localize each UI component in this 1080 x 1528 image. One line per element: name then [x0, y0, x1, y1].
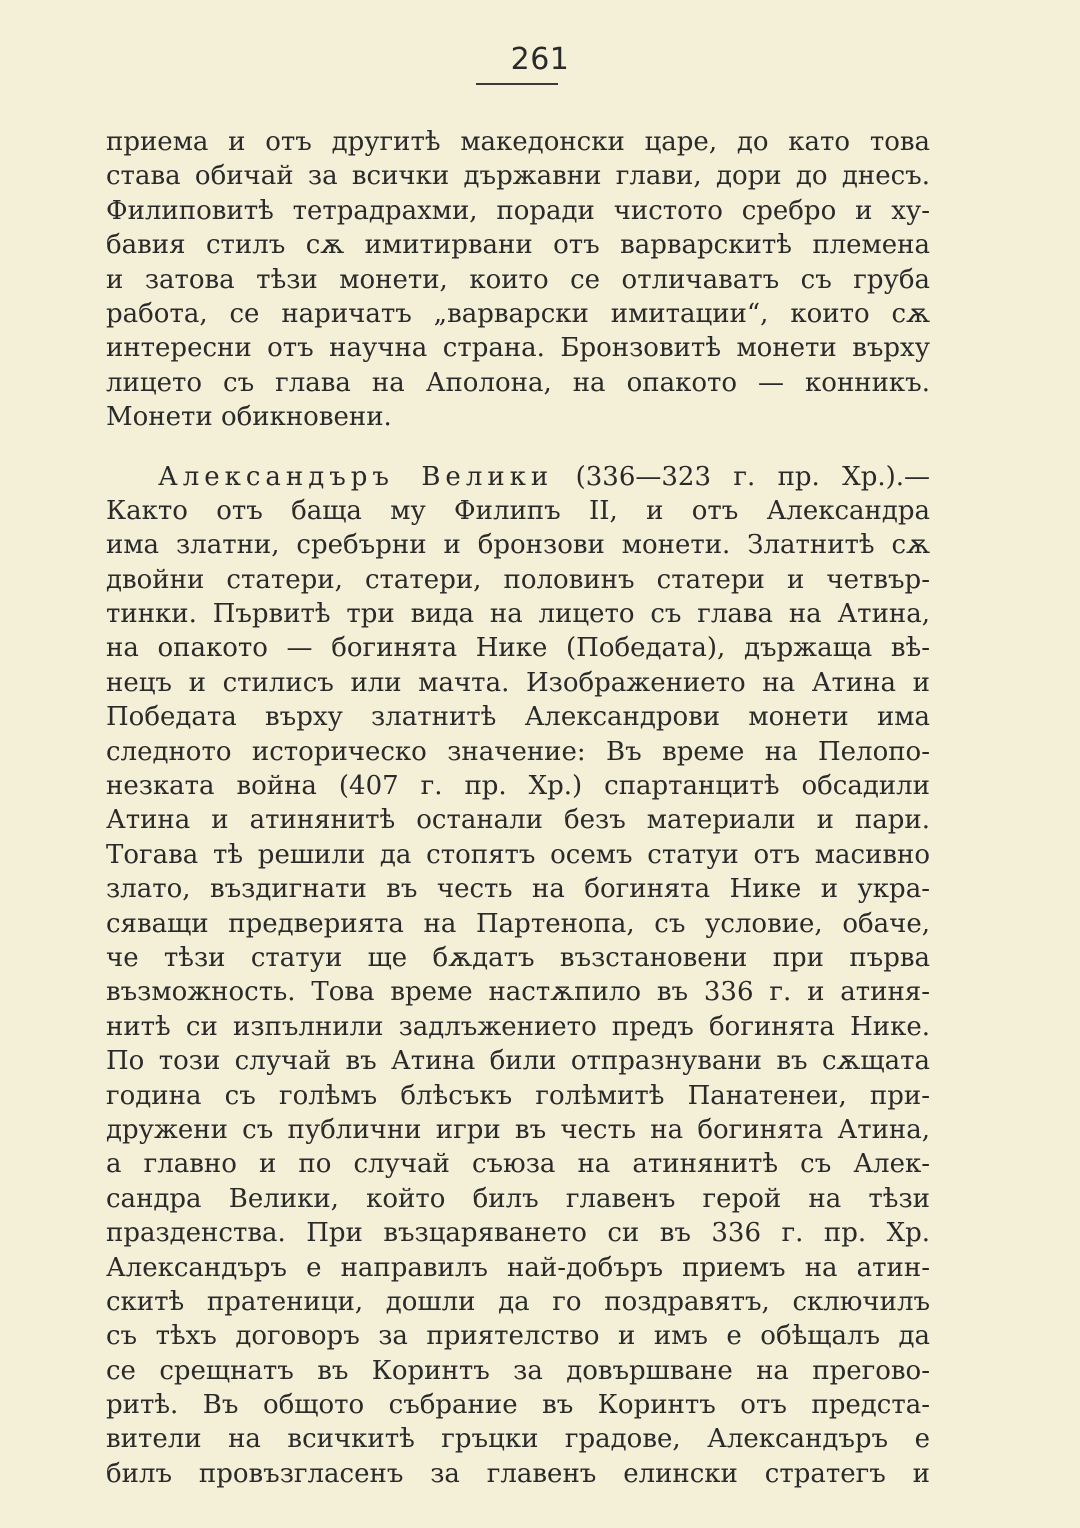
paragraph-philip-coins: [106, 125, 930, 435]
text-line: двойни статери, статери, половинъ статери и четвър-: [106, 564, 930, 595]
text-line: съ тѣхъ договоръ за приятелство и имъ е обѣщалъ да: [106, 1321, 930, 1352]
text-line: приема и отъ другитѣ македонски царе, до като това: [106, 127, 930, 157]
text-line: сандра Велики, който билъ главенъ герой на тѣзи: [106, 1183, 930, 1214]
body-text: [106, 125, 930, 1491]
text-line: нецъ и стилисъ или мачта. Изображението на Атина и: [106, 667, 930, 698]
section-heading-name: Александъръ Велики: [158, 461, 554, 492]
text-line: Атина и атинянитѣ останали безъ материали и пари.: [106, 805, 930, 836]
page-number-rule: [476, 83, 558, 85]
text-line: и затова тѣзи монети, които се отличаватъ съ груба: [106, 264, 930, 295]
text-line: дружени съ публични игри въ честь на богинята Атина,: [106, 1114, 930, 1145]
text-line: бавия стилъ сѫ имитирвани отъ варварскитѣ племена: [106, 230, 930, 261]
text-line: По този случай въ Атина били отпразнувани въ сѫщата: [106, 1046, 930, 1077]
text-line: Както отъ баща му Филипъ II, и отъ Александра: [106, 495, 930, 526]
text-line: билъ провъзгласенъ за главенъ елински стратегъ и: [106, 1458, 930, 1489]
text-line: интересни отъ научна страна. Бронзовитѣ монети върху: [106, 333, 930, 364]
text-line: става обичай за всички държавни глави, дори до днесъ.: [106, 161, 930, 192]
paragraph-alexander-coins: [106, 460, 930, 1492]
section-heading-line: [106, 460, 930, 494]
text-line: злато, въздигнати въ честь на богинята Нике и укра-: [106, 874, 930, 905]
text-line: следното историческо значение: Въ време на Пелопо-: [106, 736, 930, 767]
page-number: 261: [510, 42, 570, 77]
text-line: лицето съ глава на Аполона, на опакото — конникъ.: [106, 367, 930, 398]
text-line: на опакото — богинята Нике (Победата), държаща вѣ-: [106, 633, 930, 664]
section-heading-dates: (336—323 г. пр. Хр.).—: [553, 461, 930, 492]
text-line: Александъръ е направилъ най-добъръ приемъ на атин-: [106, 1252, 930, 1283]
text-line: година съ голѣмъ блѣсъкъ голѣмитѣ Панатенеи, при-: [106, 1080, 930, 1111]
text-line: че тѣзи статуи ще бѫдатъ възстановени при първа: [106, 942, 930, 973]
text-line: сяващи предверията на Партенопа, съ условие, обаче,: [106, 908, 930, 939]
text-line: тинки. Първитѣ три вида на лицето съ глава на Атина,: [106, 599, 930, 630]
text-line: ритѣ. Въ общото събрание въ Коринтъ отъ предста-: [106, 1390, 930, 1421]
text-line: Филиповитѣ тетрадрахми, поради чистото сребро и ху-: [106, 195, 930, 226]
text-line: Тогава тѣ решили да стопятъ осемъ статуи отъ масивно: [106, 839, 930, 870]
text-line: се срещнатъ въ Коринтъ за довършване на прегово-: [106, 1355, 930, 1386]
text-line: възможность. Това време настѫпило въ 336 г. и атиня-: [106, 977, 930, 1008]
text-line: нитѣ си изпълнили задлъжението предъ богинята Нике.: [106, 1011, 930, 1042]
text-line: Монети обикновени.: [106, 402, 392, 433]
text-line: скитѣ пратеници, дошли да го поздравятъ, сключилъ: [106, 1286, 930, 1317]
text-line: има златни, сребърни и бронзови монети. Златнитѣ сѫ: [106, 530, 930, 561]
text-line: а главно и по случай съюза на атинянитѣ съ Алек-: [106, 1149, 930, 1180]
text-line: празденства. При възцаряването си въ 336 г. пр. Хр.: [106, 1218, 930, 1249]
text-line: незката война (407 г. пр. Хр.) спартанцитѣ обсадили: [106, 771, 930, 802]
text-line: вители на всичкитѣ гръцки градове, Александъръ е: [106, 1424, 930, 1455]
text-line: работа, се наричатъ „варварски имитации“, които сѫ: [106, 298, 930, 329]
text-line: Победата върху златнитѣ Александрови монети има: [106, 702, 930, 733]
paragraph-gap: [106, 435, 930, 460]
